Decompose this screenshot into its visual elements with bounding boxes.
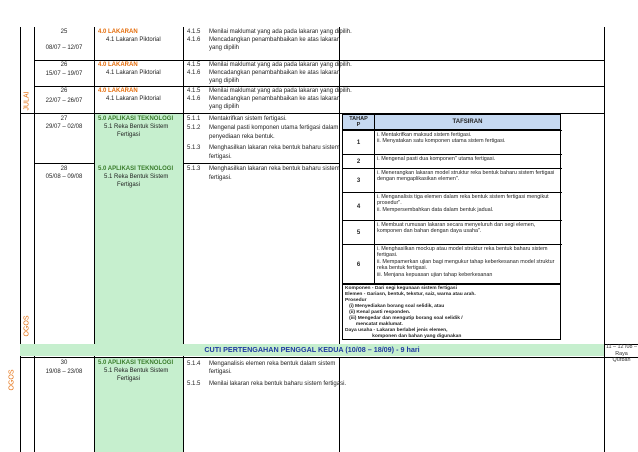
note-line: (ii) Kenal pasti responden.	[345, 310, 411, 315]
standard-code: 5.1.4	[187, 361, 201, 367]
standard-code: 4.1.5	[187, 88, 201, 94]
unit-title: 5.0 APLIKASI TEKNOLOGI	[98, 116, 174, 122]
grid-line	[20, 27, 21, 452]
standard-text: Menganalisis elemen reka bentuk dalam sistem	[209, 361, 336, 367]
tafsiran-col-header: TAFSIRAN	[452, 119, 483, 125]
week-dates: 08/07 – 12/07	[45, 45, 83, 51]
grid-line	[34, 60, 604, 61]
week-dates: 15/07 – 19/07	[45, 71, 83, 77]
tahap-row	[343, 168, 562, 193]
tahap-desc: i. Mengenal pasti dua komponen" utama fertigasi.	[377, 156, 496, 162]
standard-text: fertigasi.	[209, 175, 232, 181]
grid-line	[34, 86, 604, 87]
standard-code: 4.1.6	[187, 70, 201, 76]
holiday-note-line: 11 – 12 /08 – Raya	[605, 344, 638, 357]
unit-subtitle: Fertigasi	[117, 182, 141, 188]
standard-text: Mencadangkan penambahbaikan ke atas lakaran	[209, 70, 341, 76]
week-number: 25	[60, 29, 68, 35]
note-line: (i) Menyediakan borang soal selidik, atau	[345, 304, 445, 309]
tahap-row	[343, 154, 562, 169]
standard-text: Mencadangkan penambahbaikan ke atas lakaran	[209, 37, 341, 43]
unit-subtitle: 5.1 Reka Bentuk Sistem	[104, 174, 169, 180]
tahap-header	[342, 114, 561, 130]
grid-line	[339, 357, 340, 452]
standard-code: 5.1.3	[187, 166, 201, 172]
standard-text: Mengenal pasti komponen utama fertigasi dalam	[209, 125, 339, 131]
tahap-level: 2	[343, 155, 375, 169]
week-dates: 19/08 – 23/08	[45, 369, 83, 375]
week-dates: 22/07 – 26/07	[45, 98, 83, 104]
week-number: 26	[60, 88, 68, 94]
week-number: 27	[60, 116, 68, 122]
grid-line	[183, 27, 184, 452]
unit-highlight	[95, 114, 183, 344]
standard-text: yang dipilih	[209, 104, 240, 110]
note-line: mencatat maklumat.	[345, 322, 403, 327]
note-line: (iii) Mengedar dan mengutip borang soal selidik /	[345, 316, 463, 321]
note-line: Prosedur	[345, 298, 367, 303]
tahap-level: 6	[343, 245, 375, 285]
standard-code: 4.1.5	[187, 29, 201, 35]
month-label-ogos-bottom: OGOS	[8, 369, 16, 391]
tahap-desc: i. Menganalisis tiga elemen dalam reka bentuk sistem fertigasi mengikut prosedur". ii. Mempersembahkan data dalam bentuk jadual.	[377, 194, 549, 213]
tahap-body	[342, 130, 561, 284]
note-line: Daya usaha - Lakaran berlabel jenis elemen,	[345, 328, 448, 333]
week-number: 30	[60, 360, 68, 366]
month-label-ogos: OGOS	[23, 315, 31, 337]
standard-text: Mencadangkan penambahbaikan ke atas lakaran	[209, 96, 341, 102]
standard-text: fertigasi.	[209, 154, 232, 160]
unit-subtitle: 4.1 Lakaran Piktorial	[106, 70, 161, 76]
month-label-julai: JULAI	[23, 91, 31, 111]
tahap-header-p: P	[356, 122, 361, 128]
standard-text: Menilai lakaran reka bentuk baharu sistem fertigasi.	[209, 381, 347, 387]
week-number: 28	[60, 166, 68, 172]
tahap-level: 4	[343, 193, 375, 221]
grid-line	[604, 27, 605, 452]
standard-text: Menghasilkan lakaran reka bentuk baharu sistem	[209, 145, 340, 151]
unit-subtitle: Fertigasi	[117, 376, 141, 382]
unit-subtitle: 4.1 Lakaran Piktorial	[106, 37, 161, 43]
standard-code: 4.1.6	[187, 96, 201, 102]
holiday-note	[605, 344, 638, 363]
note-line: Elemen - Gariasn, bentuk, tekstur, saiz, warna atau arah.	[345, 292, 476, 297]
holiday-note-line: Qurban	[612, 357, 631, 363]
week-dates: 29/07 – 02/08	[45, 124, 83, 130]
week-number: 26	[60, 62, 68, 68]
standard-code: 5.1.5	[187, 381, 201, 387]
week-dates: 05/08 – 09/08	[45, 174, 83, 180]
tahap-row	[343, 130, 562, 155]
unit-subtitle: 4.1 Lakaran Piktorial	[106, 96, 161, 102]
unit-title: 4.0 LAKARAN	[98, 29, 138, 35]
tahap-row	[343, 244, 562, 285]
standard-text: Menilai maklumat yang ada pada lakaran yang dipilih.	[209, 62, 352, 68]
unit-subtitle: Fertigasi	[117, 132, 141, 138]
standard-text: Menilai maklumat yang ada pada lakaran yang dipilih.	[209, 29, 352, 35]
standard-code: 5.1.1	[187, 116, 201, 122]
unit-title: 4.0 LAKARAN	[98, 88, 138, 94]
tahap-level: 5	[343, 221, 375, 245]
standard-text: penyediaan reka bentuk.	[209, 134, 275, 140]
note-line: komponen dan bahan yang digunakan	[345, 334, 462, 339]
standard-code: 5.1.3	[187, 145, 201, 151]
unit-title: 5.0 APLIKASI TEKNOLOGI	[98, 166, 174, 172]
note-line: Komponen - Dari segi kegunaan sistem fertigasi	[345, 286, 457, 291]
unit-title: 4.0 LAKARAN	[98, 62, 138, 68]
standard-code: 5.1.2	[187, 125, 201, 131]
standard-text: Mentakrifkan sistem fertigasi.	[209, 116, 287, 122]
standard-text: yang dipilih	[209, 45, 240, 51]
unit-subtitle: 5.1 Reka Bentuk Sistem	[104, 124, 169, 130]
tahap-desc: i. Mentakrifkan maksud sistem fertigasi. ii. Menyatakan satu komponen utama sistem fertigasi.	[377, 132, 506, 145]
unit-title: 5.0 APLIKASI TEKNOLOGI	[98, 360, 174, 366]
tahap-col-header	[343, 115, 375, 130]
standard-text: fertigasi.	[209, 369, 232, 375]
standard-text: yang dipilih	[209, 78, 240, 84]
tahap-header-label: TAHAP	[349, 116, 368, 122]
tahap-desc: i. Menghasilkan mockup atau model struktur reka bentuk baharu sistem fertigasi. ii. Mempamerkan ujian bagi mengukur tahap keberkesanan model struktur reka bentuk fertigasi. iii. Menjana kepuasan ujian tahap keberkesanan	[377, 246, 555, 278]
tahap-level: 3	[343, 169, 375, 193]
tahap-row	[343, 220, 562, 245]
tahap-row	[343, 192, 562, 221]
notes-box	[342, 284, 561, 340]
standard-text: Menilai maklumat yang ada pada lakaran yang dipilih.	[209, 88, 352, 94]
standard-text: Menghasilkan lakaran reka bentuk baharu sistem	[209, 166, 340, 172]
standard-code: 4.1.6	[187, 37, 201, 43]
tahap-desc: i. Menerangkan lakaran model struktur reka bentuk baharu sistem fertigasi dengan mengaplikasikan elemen".	[377, 170, 555, 183]
grid-line	[34, 163, 340, 164]
tahap-level: 1	[343, 131, 375, 155]
standard-code: 4.1.5	[187, 62, 201, 68]
holiday-banner: CUTI PERTENGAHAN PENGGAL KEDUA (10/08 – 18/09) - 9 hari	[20, 344, 604, 356]
tahap-desc: i. Membuat rumusan lakaran secara menyeluruh dan segi elemen, komponen dan bahan dengan daya usaha".	[377, 222, 536, 235]
unit-subtitle: 5.1 Reka Bentuk Sistem	[104, 368, 169, 374]
